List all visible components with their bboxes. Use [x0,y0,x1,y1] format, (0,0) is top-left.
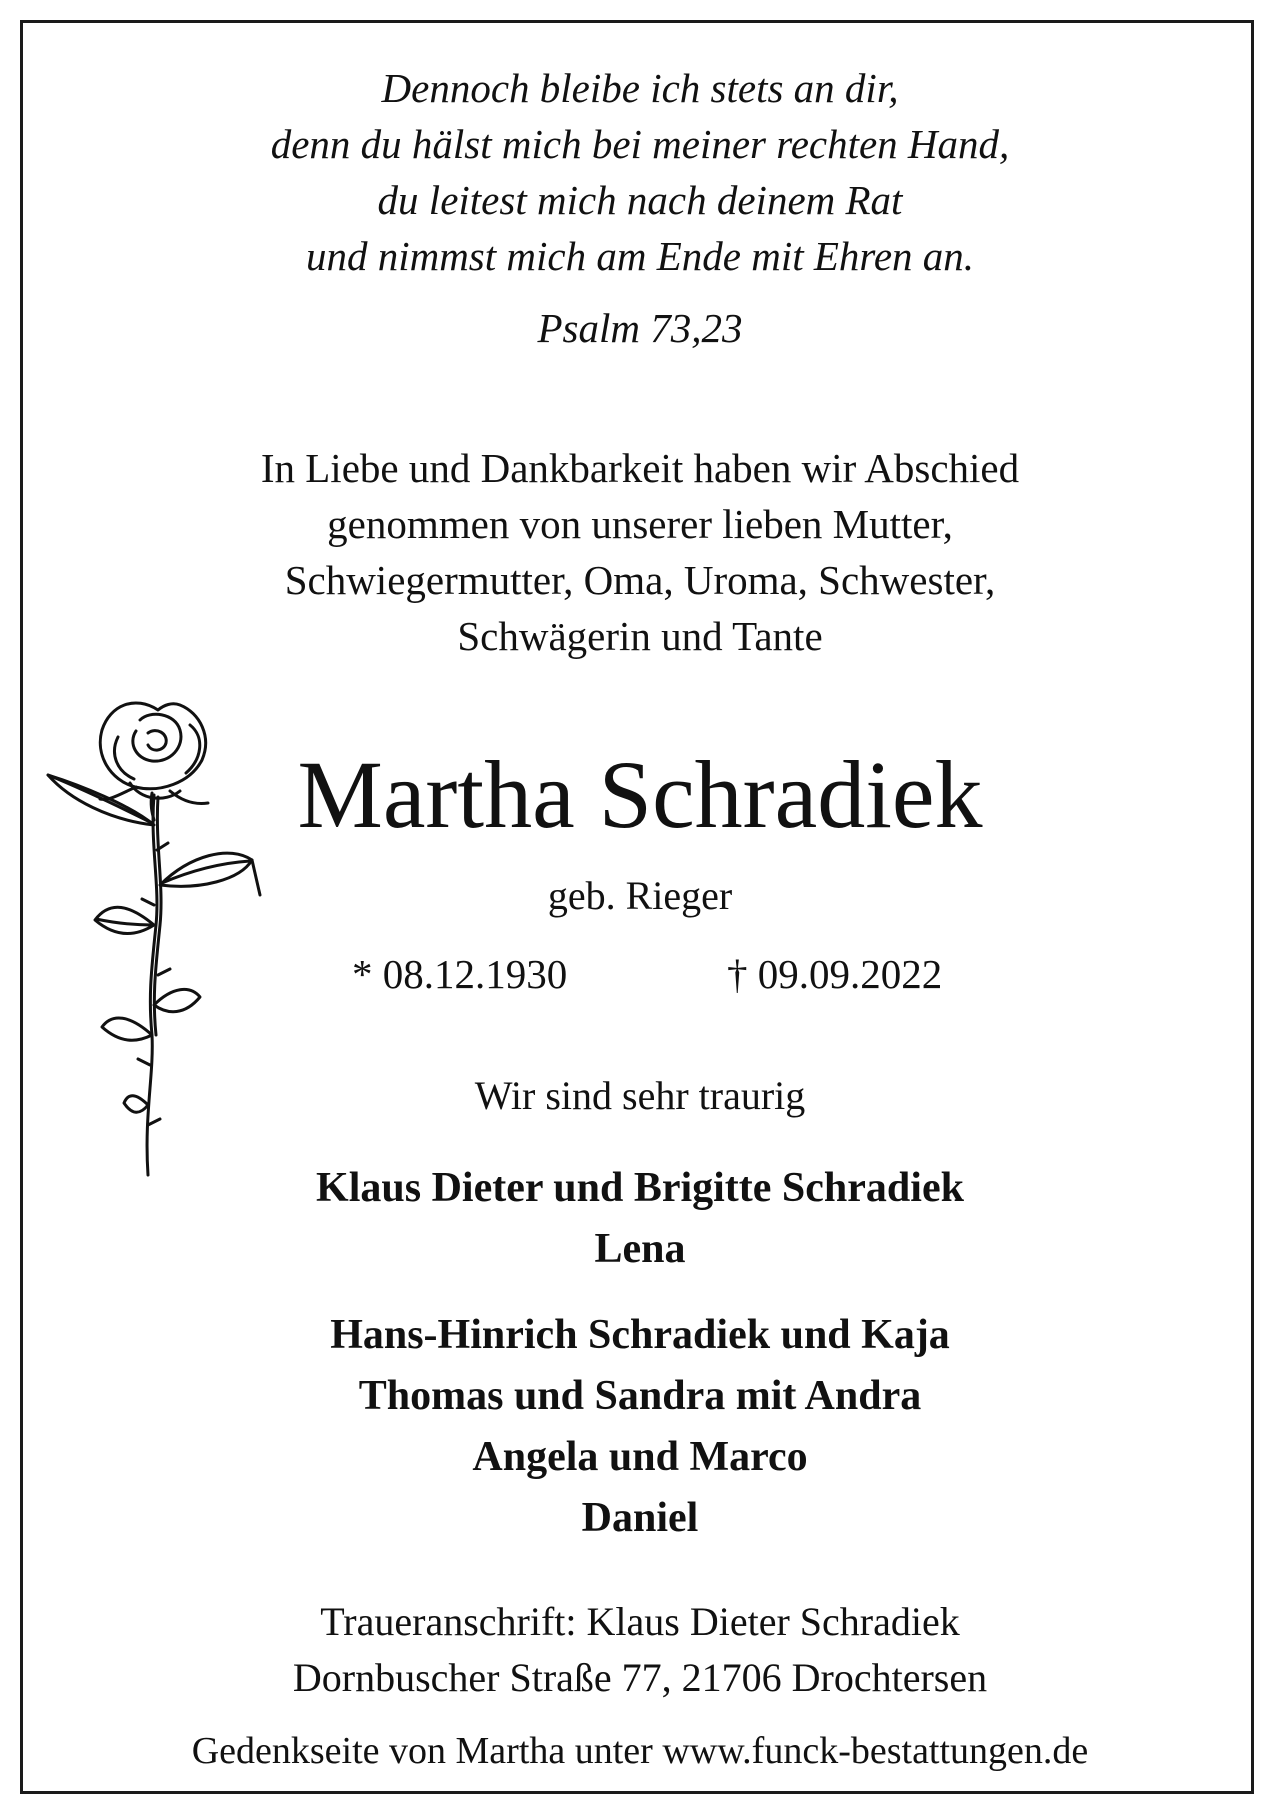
verse-line-2: denn du hälst mich bei meiner rechten Hand, [270,121,1010,167]
address-line-2: Dornbuscher Straße 77, 21706 Drochtersen [292,1655,988,1700]
mourning-line: Wir sind sehr traurig [474,1073,806,1118]
family-line-6: Daniel [581,1495,699,1541]
family-line-4: Thomas und Sandra mit Andra [358,1373,922,1419]
verse-reference: Psalm 73,23 [537,305,743,351]
address-line-1: Traueranschrift: Klaus Dieter Schradiek [320,1599,960,1644]
birth-date: * 08.12.1930 [352,951,568,997]
family-line-1: Klaus Dieter und Brigitte Schradiek [316,1165,964,1211]
intro-line-4: Schwägerin und Tante [457,613,823,659]
intro-line-3: Schwiegermutter, Oma, Uroma, Schwester, [284,557,996,603]
intro-line-2: genommen von unserer lieben Mutter, [327,501,953,547]
family-line-5: Angela und Marco [472,1434,808,1480]
deceased-name: Martha Schradiek [297,741,983,848]
intro-line-1: In Liebe und Dankbarkeit haben wir Abschied [260,445,1020,491]
verse-line-1: Dennoch bleibe ich stets an dir, [381,65,899,111]
maiden-name: geb. Rieger [547,873,733,918]
verse-line-4: und nimmst mich am Ende mit Ehren an. [305,233,975,279]
family-line-2: Lena [594,1226,686,1272]
memorial-page-link[interactable]: Gedenkseite von Martha unter www.funck-bestattungen.de [191,1730,1089,1772]
family-line-3: Hans-Hinrich Schradiek und Kaja [330,1312,950,1358]
death-date: † 09.09.2022 [727,951,943,997]
verse-line-3: du leitest mich nach deinem Rat [377,177,903,223]
